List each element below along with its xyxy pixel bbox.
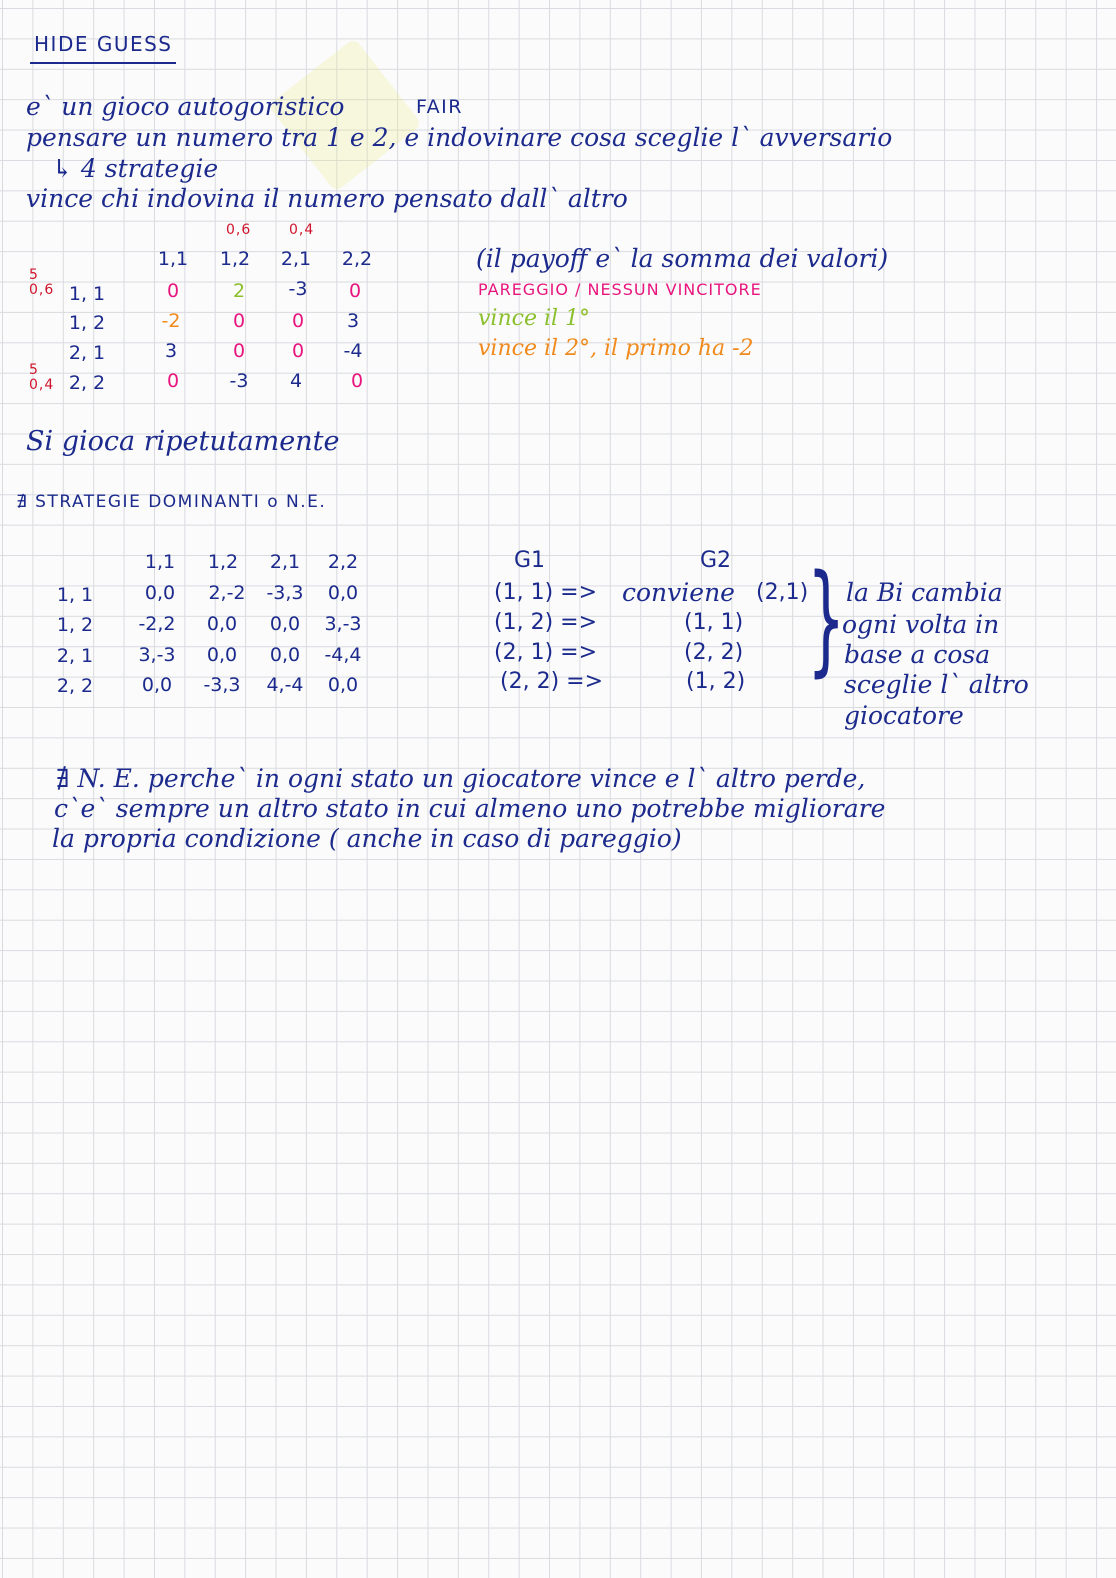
side-prob-1: 5 0,6 [29, 267, 55, 299]
m2-cell: 0,0 [327, 674, 359, 696]
br-note-line: ogni volta in [842, 610, 1000, 639]
m2-col-header: 2,1 [269, 551, 301, 573]
m2-row-header: 1, 1 [56, 584, 94, 606]
m1-cell: 3 [346, 310, 360, 332]
conclusion-line-2: c`e` sempre un altro stato in cui almeno uno potrebbe migliorare [54, 794, 886, 823]
br-note-line: la Bi cambia [846, 578, 1003, 607]
intro-line-2: pensare un numero tra 1 e 2, e indovinare cosa sceglie l` avversario [26, 123, 893, 152]
no-dominant-heading: ∄ STRATEGIE DOMINANTI o N.E. [16, 492, 327, 512]
m2-cell: -3,3 [266, 582, 304, 604]
title-underline [30, 62, 176, 64]
br-note-line: base a cosa [844, 640, 991, 669]
m2-cell: -4,4 [324, 644, 362, 666]
m1-cell: -2 [161, 310, 181, 332]
side-prob-2: 5 0,4 [29, 362, 55, 394]
m1-cell: -4 [343, 340, 363, 362]
m2-cell: 0,0 [206, 613, 238, 635]
m1-cell: 3 [164, 340, 178, 362]
m1-row-header: 2, 1 [68, 342, 106, 364]
br-g2: (2,1) [756, 580, 809, 605]
br-g2: (1, 1) [684, 610, 744, 635]
m2-cell: 3,-3 [324, 613, 362, 635]
br-conviene: conviene [622, 578, 735, 607]
m1-cell: 0 [291, 340, 305, 362]
m1-cell: 2 [232, 280, 246, 302]
repeat-line: Si gioca ripetutamente [26, 426, 340, 457]
m2-cell: 0,0 [269, 644, 301, 666]
legend-first-wins: vince il 1° [478, 306, 591, 331]
intro-line-3: ↳ 4 strategie [52, 154, 219, 183]
top-prob-2: 0,4 [289, 222, 315, 238]
m2-cell: -3,3 [203, 674, 241, 696]
m1-cell: -3 [229, 370, 249, 392]
conclusion-line-3: la propria condizione ( anche in caso di pareggio) [52, 824, 682, 853]
m1-col-header: 2,2 [341, 248, 373, 270]
legend-second-wins: vince il 2°, il primo ha -2 [478, 336, 754, 361]
m1-cell: 0 [166, 280, 180, 302]
fair-label: FAIR [416, 96, 463, 118]
m2-row-header: 2, 1 [56, 645, 94, 667]
m1-col-header: 1,2 [219, 248, 251, 270]
br-g1: (1, 2) => [494, 610, 598, 635]
m1-row-header: 1, 2 [68, 312, 106, 334]
br-note-line: giocatore [844, 701, 964, 730]
m2-cell: 2,-2 [208, 582, 246, 604]
intro-line-4: vince chi indovina il numero pensato dall` altro [26, 184, 628, 213]
m1-cell: 0 [350, 370, 364, 392]
intro-line-1: e` un gioco autogoristico [26, 92, 345, 121]
m1-cell: 0 [291, 310, 305, 332]
m2-cell: -2,2 [138, 613, 176, 635]
br-g2: (1, 2) [686, 669, 746, 694]
m1-col-header: 1,1 [157, 248, 189, 270]
legend-draw: PAREGGIO / NESSUN VINCITORE [478, 280, 762, 299]
top-prob-1: 0,6 [226, 222, 252, 238]
m2-cell: 0,0 [269, 613, 301, 635]
page-title: HIDE GUESS [34, 32, 173, 56]
m2-cell: 3,-3 [138, 644, 176, 666]
br-g1: (2, 1) => [494, 640, 598, 665]
m2-row-header: 2, 2 [56, 675, 94, 697]
br-g1: (1, 1) => [494, 580, 598, 605]
m2-cell: 0,0 [144, 582, 176, 604]
br-g2: (2, 2) [684, 640, 744, 665]
br-note-line: sceglie l` altro [844, 670, 1029, 699]
m2-row-header: 1, 2 [56, 614, 94, 636]
m2-cell: 0,0 [327, 582, 359, 604]
conclusion-line-1: ∄ N. E. perche` in ogni stato un giocatore vince e l` altro perde, [56, 764, 866, 793]
g2-label: G2 [700, 548, 732, 573]
m1-cell: 0 [348, 280, 362, 302]
m1-cell: 4 [289, 370, 303, 392]
m2-cell: 0,0 [141, 674, 173, 696]
br-g1: (2, 2) => [500, 669, 604, 694]
curly-brace-icon: } [807, 550, 846, 689]
m1-cell: 0 [232, 340, 246, 362]
m2-col-header: 2,2 [327, 551, 359, 573]
m2-col-header: 1,1 [144, 551, 176, 573]
payoff-note: (il payoff e` la somma dei valori) [476, 244, 889, 273]
m1-row-header: 1, 1 [68, 283, 106, 305]
g1-label: G1 [514, 548, 546, 573]
m2-col-header: 1,2 [207, 551, 239, 573]
m1-col-header: 2,1 [280, 248, 312, 270]
m2-cell: 0,0 [206, 644, 238, 666]
m1-row-header: 2, 2 [68, 372, 106, 394]
m1-cell: -3 [288, 278, 308, 300]
m1-cell: 0 [166, 370, 180, 392]
m2-cell: 4,-4 [266, 674, 304, 696]
m1-cell: 0 [232, 310, 246, 332]
